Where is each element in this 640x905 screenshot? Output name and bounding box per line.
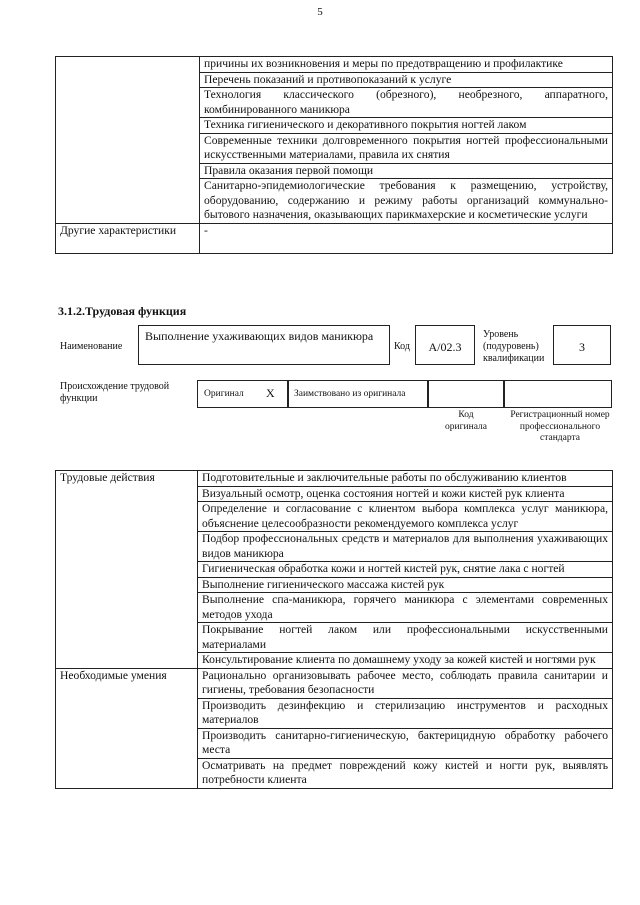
labor-actions-label: Трудовые действия xyxy=(56,471,198,669)
table-row: Производить дезинфекцию и стерилизацию инструментов и расходных материалов xyxy=(198,698,613,728)
original-code-caption: Код оригинала xyxy=(445,410,487,432)
table-row: Современные техники долговременного покрытия ногтей профессиональными искусственными материалами, правила их снятия xyxy=(200,133,613,163)
table-row: Подготовительные и заключительные работы по обслуживанию клиентов xyxy=(198,471,613,487)
function-code-value: A/02.3 xyxy=(415,325,475,365)
required-skills-label: Необходимые умения xyxy=(56,668,198,788)
table-row: Выполнение спа-маникюра, горячего маникюра с элементами современных методов ухода xyxy=(198,593,613,623)
function-name-value: Выполнение ухаживающих видов маникюра xyxy=(138,325,390,365)
table-row: Консультирование клиента по домашнему уходу за кожей кистей и ногтями рук xyxy=(198,653,613,669)
table-row: Подбор профессиональных средств и материалов для выполнения ухаживающих видов маникюра xyxy=(198,532,613,562)
other-characteristics-value: - xyxy=(200,223,613,253)
registration-number-caption: Регистрационный номер профессионального стандарта xyxy=(510,410,610,443)
code-label: Код xyxy=(394,341,410,352)
origin-label: Происхождение трудовой функции xyxy=(60,381,170,404)
name-label: Наименование xyxy=(60,341,123,352)
table-row: Технология классического (обрезного), необрезного, аппаратного, комбинированного маникюра xyxy=(200,88,613,118)
level-label: Уровень (подуровень) квалификации xyxy=(483,329,545,364)
table-row: причины их возникновения и меры по предотвращению и профилактике xyxy=(200,57,613,73)
qualification-level-value: 3 xyxy=(553,325,611,365)
labor-function-table xyxy=(55,470,613,789)
table-row: Санитарно-эпидемиологические требования к размещению, устройству, оборудованию, содержанию и режиму работы организаций коммунально-бытового назначения, оказывающих парикмахерские и косметические услуги xyxy=(200,179,613,224)
top-knowledge-table xyxy=(55,56,613,254)
table-row: Осматривать на предмет повреждений кожу кистей и ногти рук, выявлять потребности клиента xyxy=(198,758,613,788)
table-row: Правила оказания первой помощи xyxy=(200,163,613,179)
table-row: Рационально организовывать рабочее место, соблюдать правила санитарии и гигиены, требования безопасности xyxy=(198,668,613,698)
table-row: Выполнение гигиенического массажа кистей рук xyxy=(198,577,613,593)
table-row: Гигиеническая обработка кожи и ногтей кистей рук, снятие лака с ногтей xyxy=(198,562,613,578)
original-mark: X xyxy=(266,386,275,400)
table-row: Производить санитарно-гигиеническую, бактерицидную обработку рабочего места xyxy=(198,728,613,758)
section-title: 3.1.2.Трудовая функция xyxy=(58,304,187,318)
original-code-cell xyxy=(428,380,504,408)
page-number: 5 xyxy=(317,6,323,18)
borrowed-label: Заимствовано из оригинала xyxy=(288,380,428,408)
other-characteristics-label: Другие характеристики xyxy=(56,223,200,253)
table-row: Покрывание ногтей лаком или профессиональными искусственными материалами xyxy=(198,623,613,653)
table-row: Определение и согласование с клиентом выбора комплекса услуг маникюра, объяснение целесообразности рекомендуемого комплекса услуг xyxy=(198,502,613,532)
original-label: Оригинал xyxy=(204,389,244,399)
table-empty-cell xyxy=(56,57,200,224)
table-row: Техника гигиенического и декоративного покрытия ногтей лаком xyxy=(200,118,613,134)
registration-number-cell xyxy=(504,380,612,408)
table-row: Перечень показаний и противопоказаний к услуге xyxy=(200,72,613,88)
table-row: Визуальный осмотр, оценка состояния ногтей и кожи кистей рук клиента xyxy=(198,486,613,502)
